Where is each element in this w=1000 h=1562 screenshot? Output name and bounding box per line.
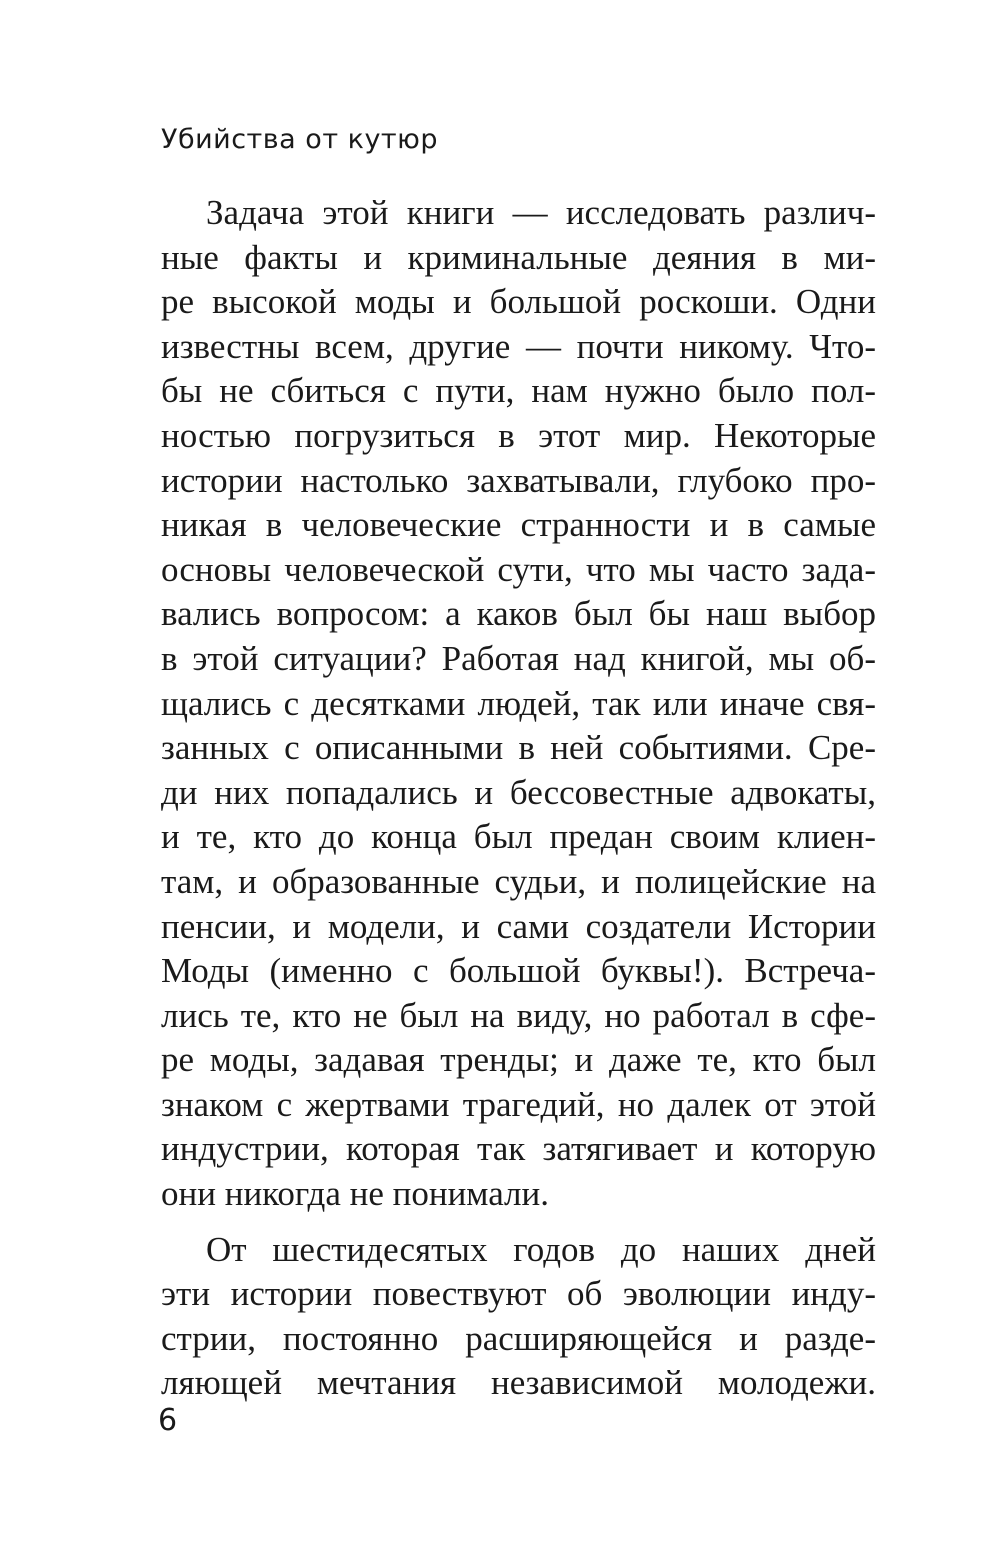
text-line: ностью погрузиться в этот мир. Некоторые [161, 415, 876, 455]
text-line: знаком с жертвами трагедий, но далек от этой [161, 1084, 876, 1124]
text-line: в этой ситуации? Работая над книгой, мы об- [161, 638, 876, 678]
text-line: истории настолько захватывали, глубоко про- [161, 460, 876, 500]
text-line: индустрии, которая так затягивает и которую [161, 1129, 876, 1169]
text-line: стрии, постоянно расширяющейся и разде- [161, 1318, 876, 1358]
text-line: никая в человеческие странности и в самые [161, 505, 876, 545]
text-line: известны всем, другие — почти никому. Что- [161, 326, 876, 366]
text-line: и те, кто до конца был предан своим клиен- [161, 817, 876, 857]
text-line: лись те, кто не был на виду, но работал в сфе- [161, 995, 876, 1035]
text-line: От шестидесятых годов до наших дней [206, 1229, 876, 1269]
text-line: щались с десятками людей, так или иначе свя- [161, 683, 876, 723]
text-line: пенсии, и модели, и сами создатели Истории [161, 906, 876, 946]
text-line: они никогда не понимали. [161, 1174, 550, 1214]
text-line: ные факты и криминальные деяния в ми- [161, 237, 876, 277]
paragraph-gap [161, 1217, 876, 1228]
text-line: бы не сбиться с пути, нам нужно было пол- [161, 371, 876, 411]
text-line: ре моды, задавая тренды; и даже те, кто был [161, 1040, 876, 1080]
text-line: основы человеческой сути, что мы часто зада- [161, 549, 876, 589]
text-line: вались вопросом: а каков был бы наш выбор [161, 594, 876, 634]
body-text [161, 191, 876, 1406]
paragraph-2 [161, 1228, 876, 1406]
page-number: 6 [158, 1403, 178, 1438]
text-line: там, и образованные судьи, и полицейские на [161, 861, 876, 901]
text-line: Моды (именно с большой буквы!). Встреча- [161, 951, 876, 991]
text-line: занных с описанными в ней событиями. Сре- [161, 728, 876, 768]
text-line: ди них попадались и бессовестные адвокаты, [161, 772, 876, 812]
text-line: ре высокой моды и большой роскоши. Одни [161, 282, 876, 322]
paragraph-1 [161, 191, 876, 1217]
text-line: эти истории повествуют об эволюции инду- [161, 1274, 876, 1314]
text-line: ляющей мечтания независимой молодежи. [161, 1363, 876, 1403]
running-head: Убийства от кутюр [161, 124, 439, 155]
text-line: Задача этой книги — исследовать различ- [206, 193, 876, 232]
